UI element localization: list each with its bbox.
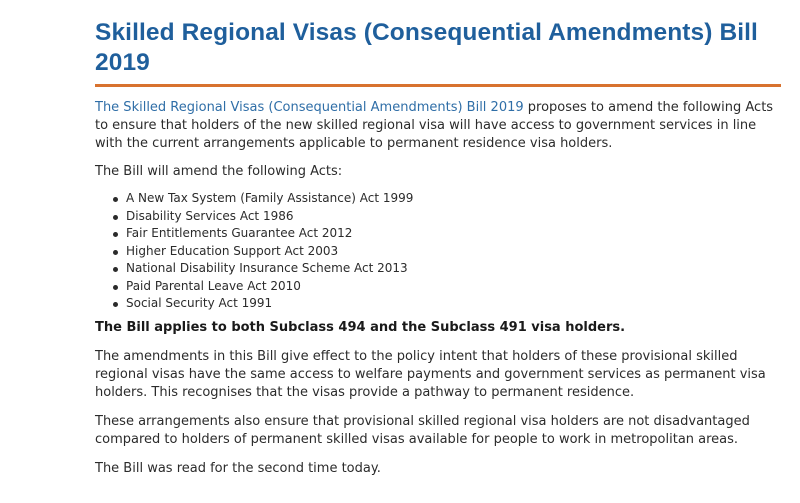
applies-statement: The Bill applies to both Subclass 494 and the Subclass 491 visa holders. [95, 319, 626, 335]
list-item: Higher Education Support Act 2003 [126, 243, 785, 261]
article [95, 18, 785, 478]
list-item: National Disability Insurance Scheme Act 2013 [126, 260, 785, 278]
acts-list [95, 190, 785, 313]
amend-lead-text: The Bill will amend the following Acts: [95, 164, 343, 179]
list-item: Paid Parental Leave Act 2010 [126, 278, 785, 296]
intro-text: proposes to amend the following Acts to ensure that holders of the new skilled regional visa will have access to government services in line with the current arrangements applicable to permanent residence visa holders. [95, 100, 774, 151]
policy-intent-paragraph: The amendments in this Bill give effect to the policy intent that holders of these provisional skilled regional visas have the same access to welfare payments and government services as permanent visa holders. This recognises that the visas provide a pathway to permanent residence. [95, 348, 766, 400]
list-item: Fair Entitlements Guarantee Act 2012 [126, 225, 785, 243]
bill-link[interactable]: The Skilled Regional Visas (Consequential Amendments) Bill 2019 [95, 100, 524, 115]
list-item: Disability Services Act 1986 [126, 208, 785, 226]
arrangements-paragraph: These arrangements also ensure that provisional skilled regional visa holders are not disadvantaged compared to holders of permanent skilled visas available for people to work in metropolitan areas. [95, 413, 750, 447]
title-divider [95, 84, 781, 87]
page-title: Skilled Regional Visas (Consequential Amendments) Bill 2019 [95, 19, 758, 76]
list-item: A New Tax System (Family Assistance) Act 1999 [126, 190, 785, 208]
list-item: Social Security Act 1991 [126, 295, 785, 313]
second-reading-paragraph: The Bill was read for the second time today. [95, 460, 381, 476]
intro-paragraph [95, 99, 785, 153]
